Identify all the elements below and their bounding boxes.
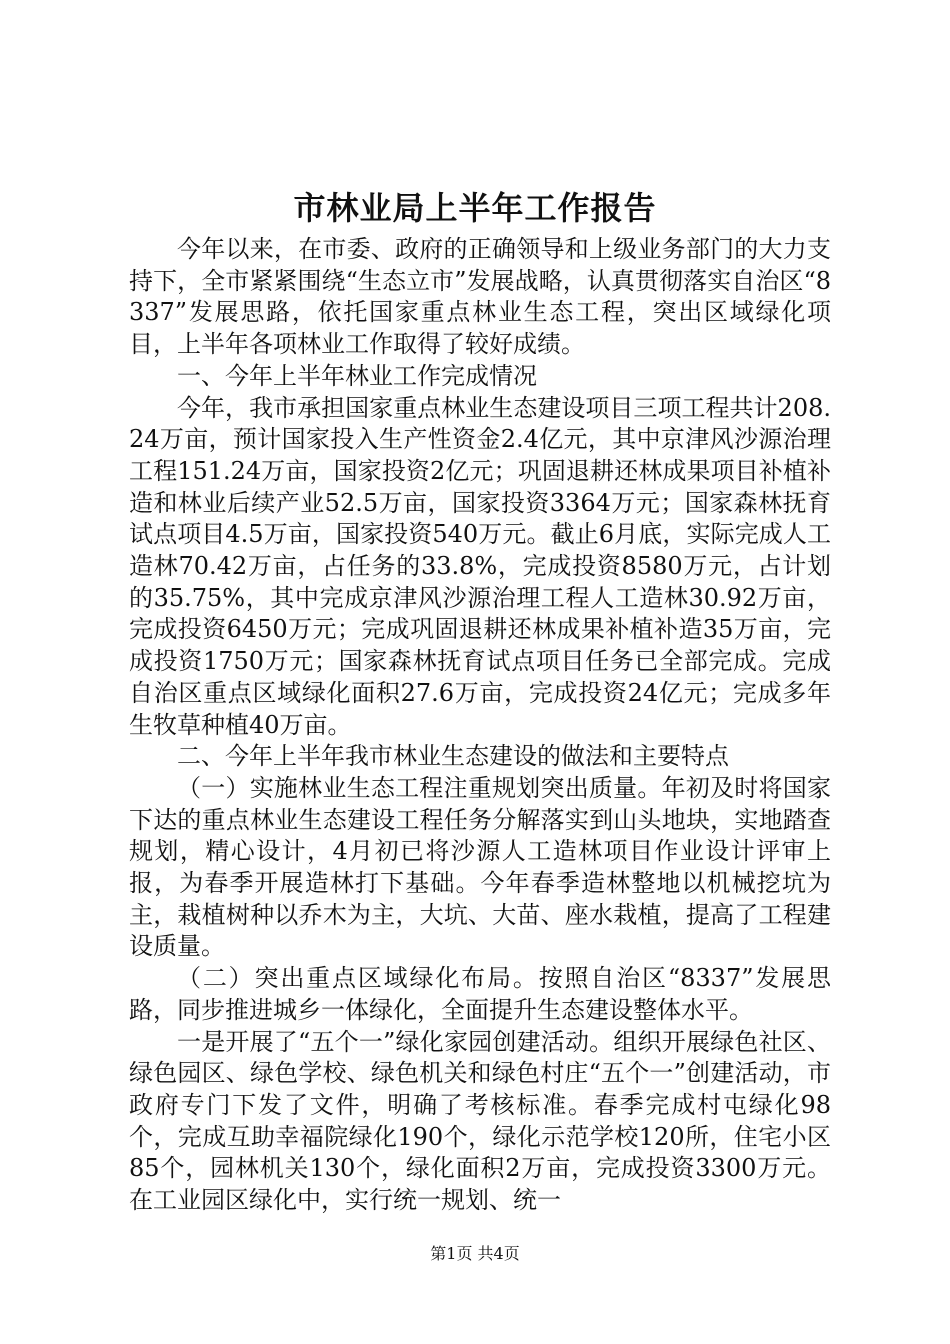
section-heading-2: 二、今年上半年我市林业生态建设的做法和主要特点 <box>177 742 729 771</box>
page-footer: 第1页 共4页 <box>430 1244 520 1263</box>
body-paragraph: （二）突出重点区域绿化布局。按照自治区“8337”发展思路，同步推进城乡一体绿化，全面提升生态建设整体水平。 <box>129 964 831 1024</box>
body-paragraph: 今年，我市承担国家重点林业生态建设项目三项工程共计208.24万亩，预计国家投入生产性资金2.4亿元，其中京津风沙源治理工程151.24万亩，国家投资2亿元；巩固退耕还林成果项目补植补造和林业后续产业52.5万亩，国家投资3364万元；国家森林抚育试点项目4.5万亩，国家投资540万元。截止6月底，实际完成人工造林70.42万亩，占任务的33.8%，完成投资8580万元，占计划的35.75%，其中完成京津风沙源治理工程人工造林30.92万亩，完成投资6450万元；完成巩固退耕还林成果补植补造35万亩，完成投资1750万元；国家森林抚育试点项目任务已全部完成。完成自治区重点区域绿化面积27.6万亩，完成投资24亿元；完成多年生牧草种植40万亩。 <box>129 393 831 739</box>
intro-paragraph: 今年以来，在市委、政府的正确领导和上级业务部门的大力支持下，全市紧紧围绕“生态立市”发展战略，认真贯彻落实自治区“8337”发展思路，依托国家重点林业生态工程，突出区域绿化项目，上半年各项林业工作取得了较好成绩。 <box>129 235 831 359</box>
document-body <box>129 234 831 1217</box>
body-paragraph: 一是开展了“五个一”绿化家园创建活动。组织开展绿色社区、绿色园区、绿色学校、绿色机关和绿色村庄“五个一”创建活动，市政府专门下发了文件，明确了考核标准。春季完成村屯绿化98个，完成互助幸福院绿化190个，绿化示范学校120所，住宅小区85个，园林机关130个，绿化面积2万亩，完成投资3300万元。在工业园区绿化中，实行统一规划、统一 <box>129 1027 831 1215</box>
section-heading-1: 一、今年上半年林业工作完成情况 <box>177 361 537 390</box>
document-title: 市林业局上半年工作报告 <box>293 189 657 227</box>
body-paragraph: （一）实施林业生态工程注重规划突出质量。年初及时将国家下达的重点林业生态建设工程任务分解落实到山头地块，实地踏查规划，精心设计，4月初已将沙源人工造林项目作业设计评审上报，为春季开展造林打下基础。今年春季造林整地以机械挖坑为主，栽植树种以乔木为主，大坑、大苗、座水栽植，提高了工程建设质量。 <box>129 773 831 961</box>
